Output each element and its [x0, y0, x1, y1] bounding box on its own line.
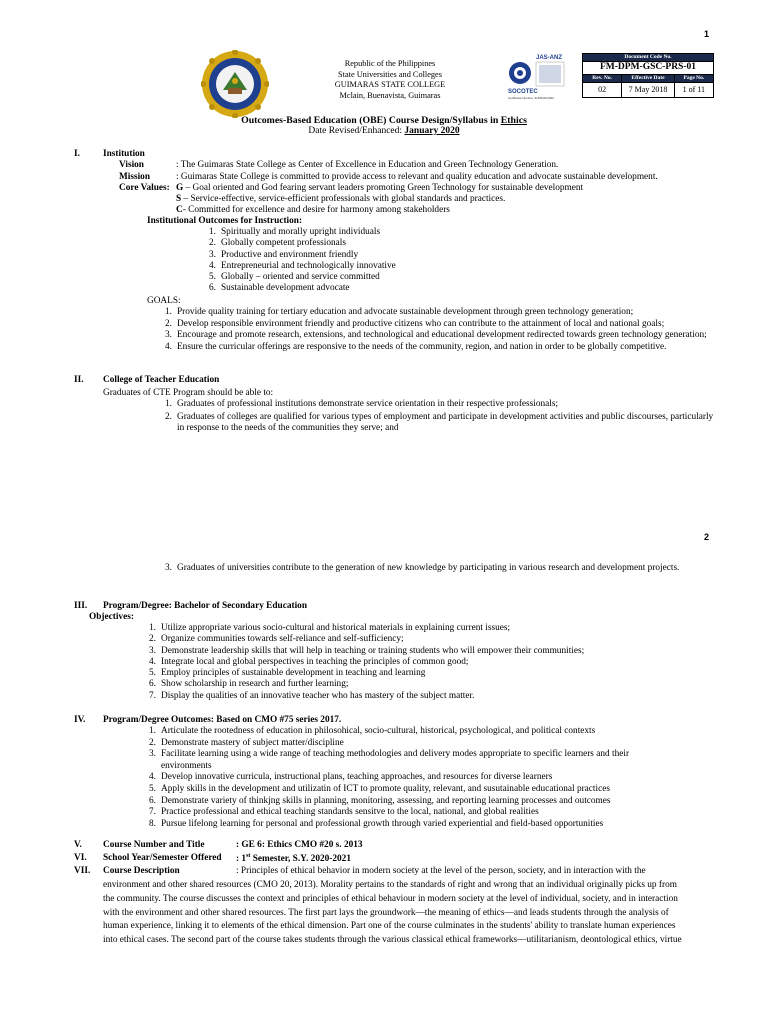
date-revised-value: January 2020	[404, 126, 460, 136]
core-values-label: Core Values:	[119, 183, 170, 193]
list-item: 4. Ensure the curricular offerings are responsive to the needs of the community, region, and nation in order to be globally competitive.	[165, 341, 667, 352]
school-year-value: : 1st Semester, S.Y. 2020-2021	[236, 853, 351, 865]
list-item: 3. Facilitate learning using a wide range of teaching methodologies and delivery modes appropriate to specific learners and their environments	[149, 749, 630, 771]
description-line: the community. The course discusses the context and principles of ethical behaviour in modern society at the level of individual, society, and in interaction	[103, 893, 678, 904]
list-item: 6. Show scholarship in research and further learning;	[149, 679, 349, 690]
objectives-list	[149, 623, 711, 702]
objectives-label: Objectives:	[89, 612, 134, 622]
list-item: 1. Spiritually and morally upright individuals	[209, 227, 381, 237]
mission-label: Mission	[119, 172, 150, 182]
doc-code-value: FM-DPM-GSC-PRS-01	[583, 62, 714, 75]
effective-date-header: Effective Date	[622, 74, 674, 82]
page-number-2: 2	[704, 532, 710, 542]
description-line: into ethical cases. The second part of the course takes students through the various classical ethical frameworks—utilitarianism, deontological ethics, virtue	[103, 935, 682, 946]
goals-list	[165, 307, 717, 353]
list-item: 1. Provide quality training for tertiary education and advocate sustainable development through green technology generation;	[165, 307, 634, 317]
institutional-outcomes-list	[209, 227, 396, 295]
program-outcomes-list	[149, 726, 681, 830]
list-item: 5. Apply skills in the development and utilizatin of ICT to promote quality, relevant, and susutainable educational practices	[149, 784, 610, 795]
page-no-value: 1 of 11	[674, 82, 713, 97]
document-control-table	[582, 53, 714, 98]
list-item: 3. Encourage and promote research, extensions, and technological and educational development redirected towards green technology generation;	[165, 330, 707, 341]
list-item: 4. Integrate local and global perspectives in teaching the principles of common good;	[149, 656, 469, 667]
course-number-label: Course Number and Title	[103, 840, 205, 850]
description-line: environment and other shared resources (CMO 20, 2013). Morality pertains to the standards of right and wrong that an individual originally picks up from	[103, 880, 677, 890]
page-number-1: 1	[704, 29, 710, 39]
section-1-number: I.	[74, 149, 80, 159]
list-item: 5. Employ principles of sustainable development in teaching and learning	[149, 668, 426, 679]
jas-anz-text: JAS-ANZ	[536, 55, 563, 61]
description-line: human experience, linking it to elements of the ethical dimension. Part one of the course culminates in the students' ability to translate human experiences	[103, 921, 676, 932]
list-item: 6. Sustainable development advocate	[209, 283, 350, 294]
list-item: 1. Graduates of professional institutions demonstrate service orientation in their respective professionals;	[165, 399, 559, 409]
vision-label: Vision	[119, 160, 144, 170]
core-value-s: S – Service-effective, service-efficient professionals with global standards and practices.	[176, 194, 506, 204]
list-item: 8. Pursue lifelong learning for personal and professional growth through varied experiential and field-based opportunities	[149, 818, 604, 829]
list-item: 3. Graduates of universities contribute to the generation of new knowledge by participating in various research and development projects.	[165, 563, 680, 573]
section-1-title: Institution	[103, 149, 145, 159]
college-seal-logo	[201, 50, 269, 118]
course-number-value: : GE 6: Ethics CMO #20 s. 2013	[236, 840, 363, 850]
course-description-body	[103, 880, 712, 949]
effective-date-value: 7 May 2018	[622, 82, 674, 97]
school-year-label: School Year/Semester Offered	[103, 853, 222, 863]
header-line-3: GUIMARAS STATE COLLEGE	[334, 80, 446, 90]
section-3-title: Program/Degree: Bachelor of Secondary Education	[103, 601, 307, 611]
institutional-outcomes-title: Institutional Outcomes for Instruction:	[147, 216, 303, 226]
section-2-list	[165, 399, 717, 435]
header-line-1: Republic of the Philippines	[344, 59, 436, 68]
list-item: 3. Productive and environment friendly	[209, 249, 359, 260]
section-2-title: College of Teacher Education	[103, 375, 220, 385]
list-item: 2. Graduates of colleges are qualified for various types of employment and participate in development activities and public discourses, particularly in response to the needs of the communities they serve; and	[165, 411, 714, 434]
list-item: 1. Articulate the rootedness of education in philosohical, socio-cultural, historical, psychological, and political contexts	[149, 726, 596, 736]
certificate-number-text: Certificate Number: 6UP00/01/402	[508, 96, 554, 100]
section-2-list-continued	[165, 563, 697, 575]
section-2-intro: Graduates of CTE Program should be able to:	[103, 388, 274, 398]
header-line-2: State Universities and Colleges	[338, 69, 442, 79]
list-item: 7. Practice professional and ethical teaching standards sensitve to the local, national, and global realities	[149, 807, 539, 818]
core-value-c: C- Committed for excellence and desire for harmony among stakeholders	[176, 205, 450, 215]
list-item: 3. Demonstrate leadership skills that will help in teaching or training students who will empower their communities;	[149, 645, 585, 656]
list-item: 2. Demonstrate mastery of subject matter/discipline	[149, 737, 344, 748]
description-line: with the environment and other shared resources. The first part lays the groundwork—the meaning of ethics—and leads students through the analysis of	[103, 907, 669, 918]
core-value-g: G – Goal oriented and God fearing servant leaders promoting Green Technology for sustainable development	[176, 183, 584, 193]
rev-no-header: Rev. No.	[583, 74, 622, 82]
institution-header	[300, 59, 480, 101]
socotec-certification-logo	[506, 53, 576, 101]
course-description-label: Course Description	[103, 866, 180, 876]
page-no-header: Page No.	[674, 74, 713, 82]
section-6-number: VI.	[74, 853, 87, 863]
course-description-line-1: : Principles of ethical behavior in modern society at the level of the person, society, and in interaction with the	[236, 866, 646, 876]
list-item: 2. Develop responsible environment friendly and productive citizens who can contribute to the attainment of local and national goals;	[165, 318, 665, 329]
title-subject: Ethics	[500, 115, 527, 126]
section-3-number: III.	[74, 601, 88, 611]
title-prefix: Outcomes-Based Education (OBE) Course Design/Syllabus in	[241, 115, 501, 126]
goals-title: GOALS:	[147, 296, 181, 306]
list-item: 4. Entrepreneurial and technologically innovative	[209, 260, 396, 271]
list-item: 4. Develop innovative curricula, instructional plans, teaching approaches, and resources for diverse learners	[149, 772, 553, 783]
mission-text: : Guimaras State College is committed to provide access to relevant and quality education and advocate sustainable development.	[176, 172, 658, 182]
list-item: 6. Demonstrate variety of thinkjng skills in planning, monitoring, assessing, and reporting learning processes and outcomes	[149, 795, 611, 806]
list-item: 7. Display the qualities of an innovative teacher who has mastery of the subject matter.	[149, 690, 475, 701]
list-item: 2. Organize communities towards self-reliance and self-sufficiency;	[149, 634, 404, 645]
doc-code-label: Document Code No.	[583, 54, 714, 62]
list-item: 5. Globally – oriented and service committed	[209, 272, 380, 283]
section-5-number: V.	[74, 840, 82, 850]
date-revised	[0, 126, 768, 138]
header-line-4: Mclain, Buenavista, Guimaras	[339, 90, 441, 100]
socotec-text: SOCOTEC	[508, 89, 538, 95]
section-7-number: VII.	[74, 866, 91, 876]
rev-no-value: 02	[583, 82, 622, 97]
list-item: 2. Globally competent professionals	[209, 238, 346, 249]
vision-text: : The Guimaras State College as Center of Excellence in Education and Green Technology Generation.	[176, 160, 559, 170]
section-2-number: II.	[74, 375, 84, 385]
date-revised-label: Date Revised/Enhanced:	[308, 126, 405, 136]
section-4-title: Program/Degree Outcomes: Based on CMO #75 series 2017.	[103, 715, 342, 725]
list-item: 1. Utilize appropriate various socio-cultural and historical materials in explaining current issues;	[149, 623, 511, 633]
section-4-number: IV.	[74, 715, 86, 725]
